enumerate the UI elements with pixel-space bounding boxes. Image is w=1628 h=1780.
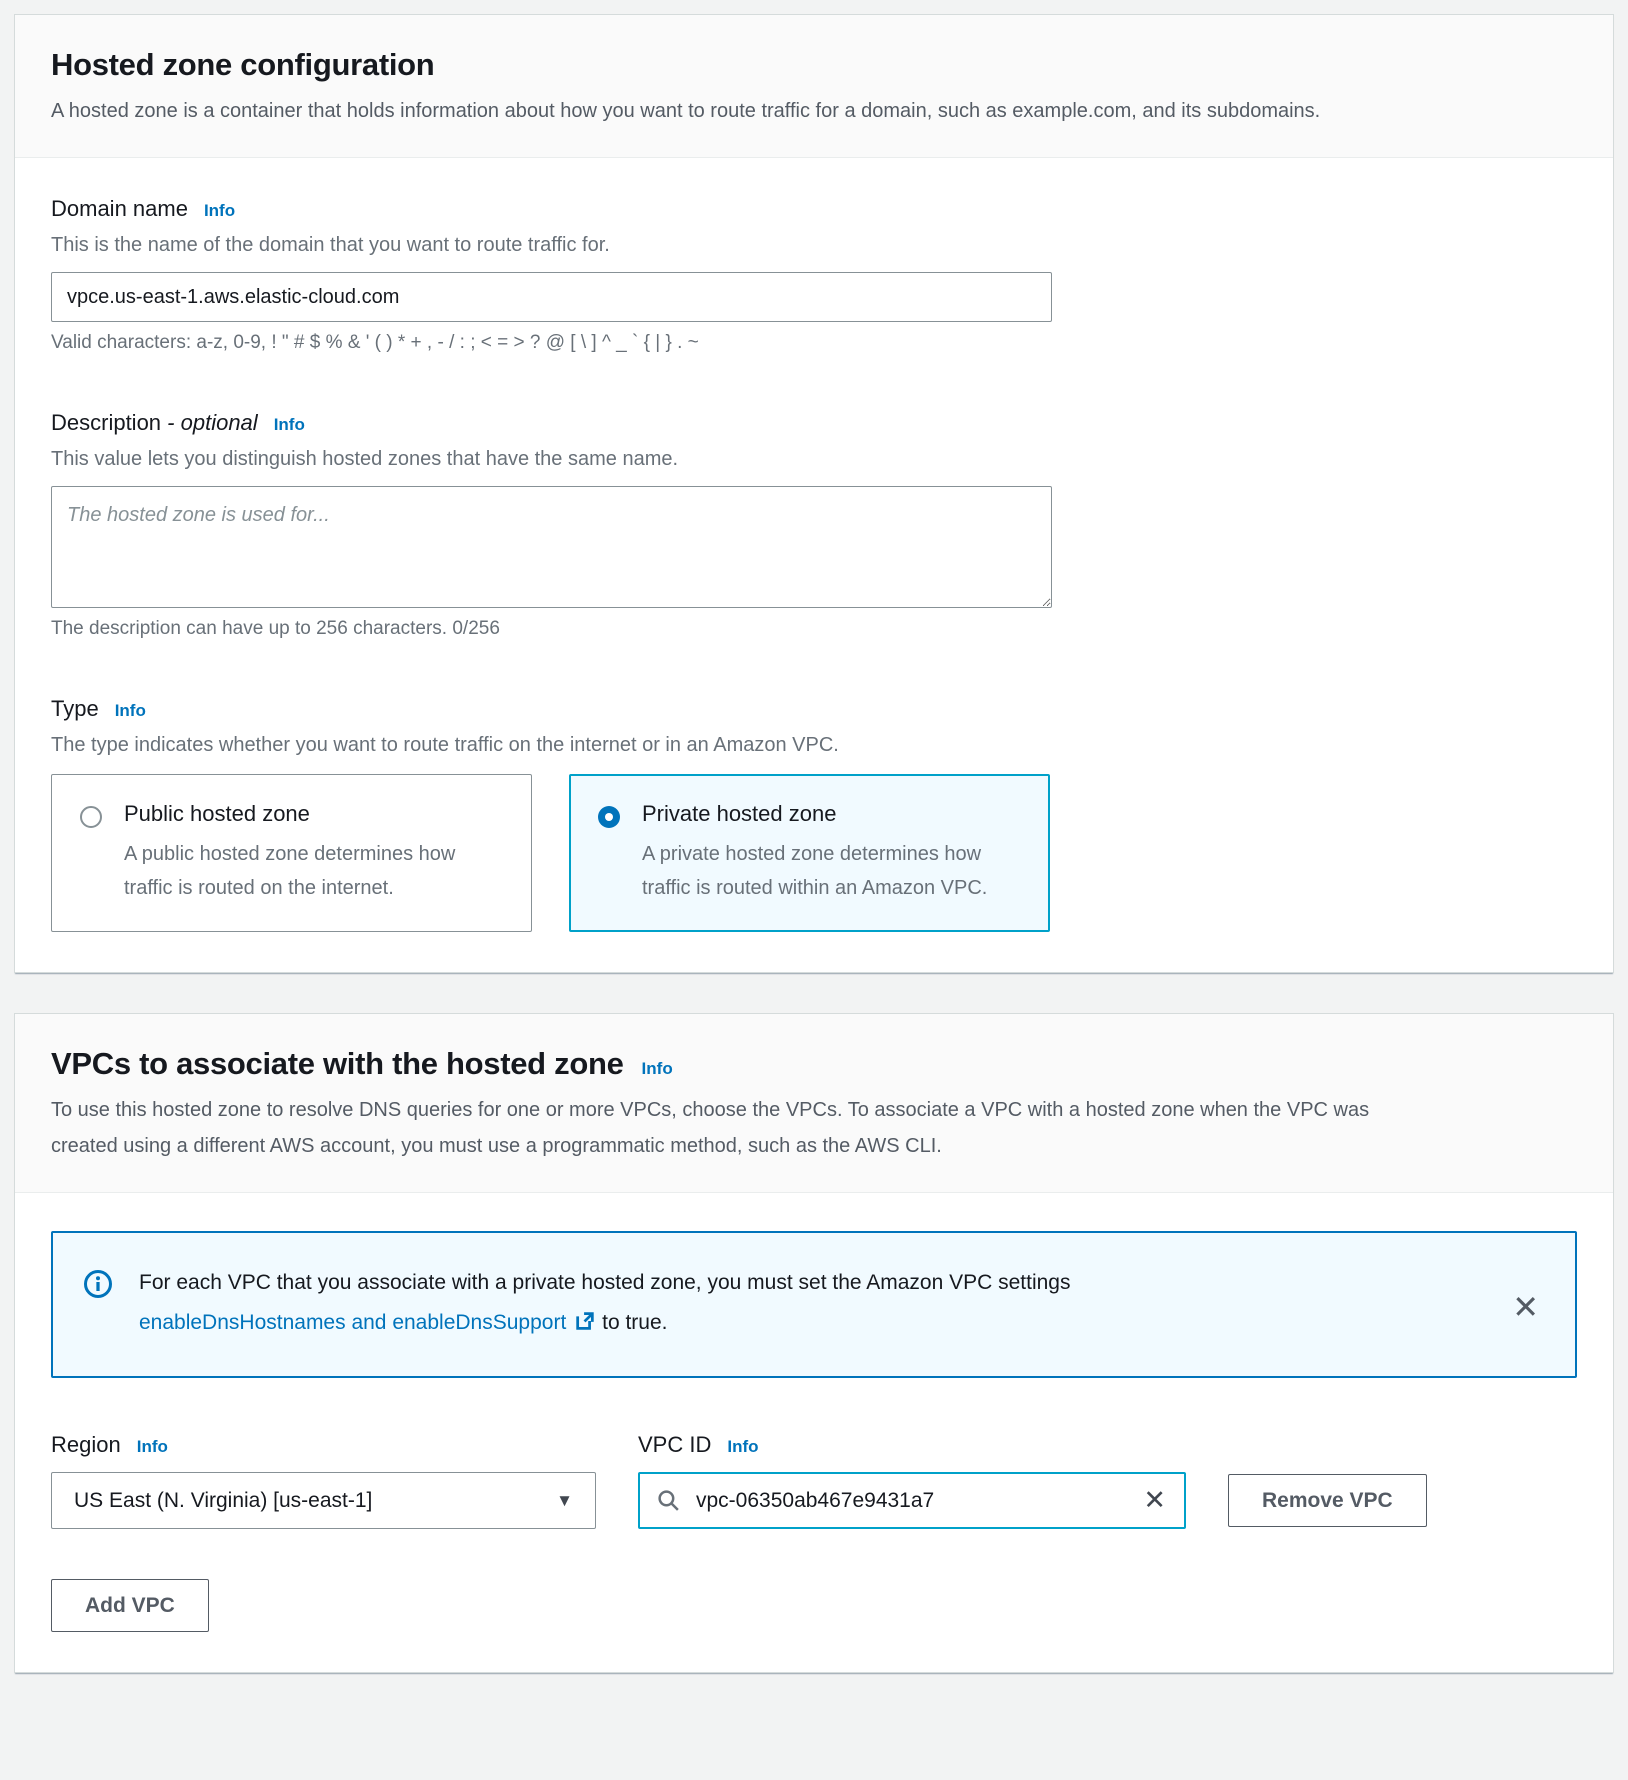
- domain-name-field: [51, 196, 1577, 354]
- type-label-row: [51, 696, 1577, 722]
- domain-name-description: This is the name of the domain that you want to route traffic for.: [51, 234, 610, 256]
- vpcs-associate-card: [14, 1013, 1614, 1673]
- external-link-icon[interactable]: [574, 1306, 596, 1346]
- vpc-card-header: [15, 1014, 1613, 1193]
- vpc-card-description: To use this hosted zone to resolve DNS queries for one or more VPCs, choose the VPCs. To associate a VPC with a hosted zone when the VPC was created using a different AWS account, you must use a programmatic method, such as the AWS CLI.: [51, 1099, 1370, 1157]
- description-constraint: The description can have up to 256 characters. 0/256: [51, 618, 500, 639]
- vpc-settings-info-alert: [51, 1231, 1577, 1378]
- vpc-id-label: VPC ID: [638, 1432, 712, 1457]
- search-icon: [656, 1488, 681, 1513]
- enable-dns-link[interactable]: enableDnsHostnames and enableDnsSupport: [139, 1311, 567, 1334]
- hosted-zone-card-header: [15, 15, 1613, 158]
- info-circle-icon: [83, 1269, 113, 1346]
- domain-name-label: Domain name: [51, 196, 188, 221]
- description-optional-label: - optional: [167, 410, 258, 435]
- domain-name-input[interactable]: [51, 272, 1052, 322]
- private-hosted-zone-option[interactable]: [569, 774, 1050, 932]
- vpc-id-info-link[interactable]: Info: [727, 1437, 759, 1456]
- vpc-card-title: VPCs to associate with the hosted zone: [51, 1046, 624, 1081]
- region-selected-value: US East (N. Virginia) [us-east-1]: [74, 1488, 373, 1512]
- type-label: Type: [51, 696, 99, 721]
- domain-name-label-row: [51, 196, 1577, 222]
- type-info-link[interactable]: Info: [114, 701, 146, 720]
- private-hosted-zone-description: A private hosted zone determines how traffic is routed within an Amazon VPC.: [642, 843, 988, 899]
- private-hosted-zone-title: Private hosted zone: [642, 801, 837, 826]
- region-info-link[interactable]: Info: [136, 1437, 168, 1456]
- vpc-card-body: [15, 1193, 1613, 1672]
- caret-down-icon: ▼: [556, 1490, 573, 1510]
- hosted-zone-configuration-card: [14, 14, 1614, 973]
- hosted-zone-card-title: Hosted zone configuration: [51, 47, 435, 82]
- region-field: [51, 1432, 596, 1529]
- type-options: [51, 774, 1577, 932]
- alert-close-icon[interactable]: ✕: [1512, 1267, 1539, 1346]
- domain-name-constraint: Valid characters: a-z, 0-9, ! " # $ % & ' ( ) * + , - / : ; < = > ? @ [ \ ] ^ _ ` { | } . ~: [51, 332, 699, 353]
- public-hosted-zone-title: Public hosted zone: [124, 801, 310, 826]
- vpc-card-info-link[interactable]: Info: [641, 1059, 673, 1078]
- vpc-association-row: [51, 1432, 1577, 1529]
- hosted-zone-card-description: A hosted zone is a container that holds information about how you want to route traffic for a domain, such as example.com, and its subdomains.: [51, 100, 1321, 122]
- alert-message-line1: For each VPC that you associate with a private hosted zone, you must set the Amazon VPC settings: [139, 1271, 1071, 1294]
- public-hosted-zone-radio[interactable]: [80, 806, 102, 828]
- clear-input-icon[interactable]: ✕: [1143, 1485, 1166, 1515]
- description-textarea[interactable]: [51, 486, 1052, 608]
- public-hosted-zone-description: A public hosted zone determines how traffic is routed on the internet.: [124, 843, 456, 899]
- public-hosted-zone-option[interactable]: [51, 774, 532, 932]
- remove-vpc-button[interactable]: Remove VPC: [1228, 1474, 1427, 1527]
- vpc-id-field: [638, 1432, 1186, 1529]
- alert-message-line2-suffix: to true.: [602, 1311, 668, 1334]
- type-field-description: The type indicates whether you want to route traffic on the internet or in an Amazon VPC.: [51, 734, 839, 756]
- description-field: [51, 410, 1577, 640]
- description-info-link[interactable]: Info: [273, 415, 305, 434]
- private-hosted-zone-radio[interactable]: [598, 806, 620, 828]
- type-field: [51, 696, 1577, 932]
- vpc-id-search-box: [638, 1472, 1186, 1529]
- add-vpc-button[interactable]: Add VPC: [51, 1579, 209, 1632]
- region-label: Region: [51, 1432, 121, 1457]
- description-label-row: [51, 410, 1577, 436]
- vpc-id-input[interactable]: [694, 1488, 1128, 1514]
- hosted-zone-card-body: [15, 158, 1613, 972]
- alert-message: [139, 1263, 1486, 1346]
- domain-name-info-link[interactable]: Info: [203, 201, 236, 220]
- region-select[interactable]: [51, 1472, 596, 1529]
- description-label: Description - optional: [51, 410, 258, 435]
- add-vpc-row: [51, 1579, 1577, 1632]
- description-field-description: This value lets you distinguish hosted zones that have the same name.: [51, 448, 679, 470]
